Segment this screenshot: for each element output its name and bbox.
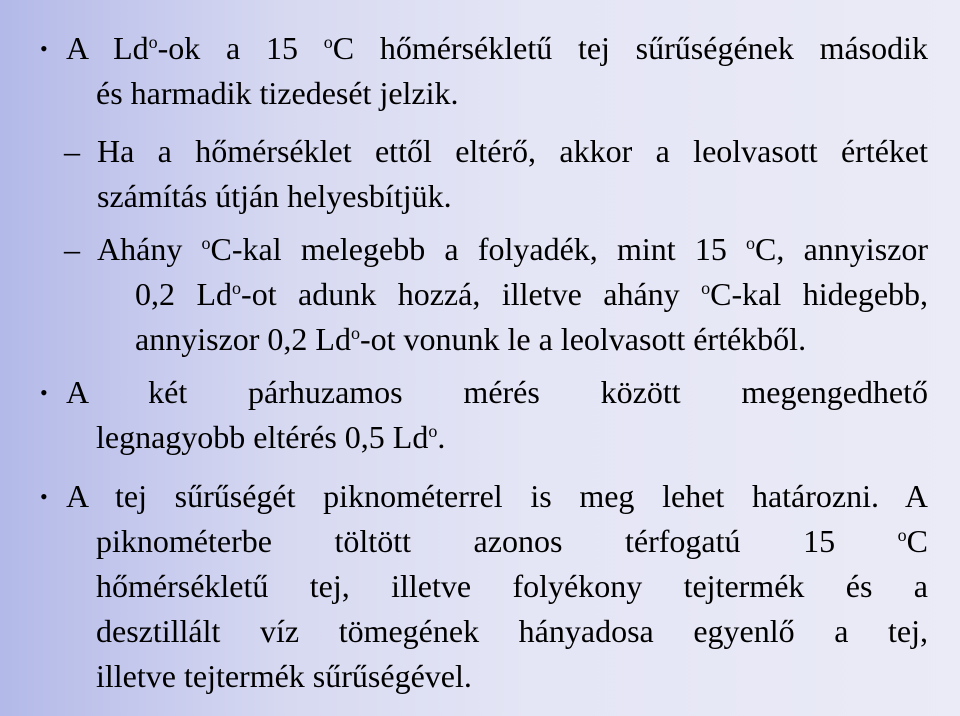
- text-line: és harmadik tizedesét jelzik.: [96, 75, 459, 111]
- text-line: hőmérsékletű tej, illetve folyékony tejtermék és a: [96, 568, 928, 604]
- text-line: A Ld$^o$-ok a 15 $^o$C hőmérsékletű tej sűrűségének második: [66, 30, 929, 66]
- sub-paragraph-2: [97, 227, 928, 362]
- bullet-paragraph-1: [66, 26, 928, 116]
- text-line: Ha a hőmérséklet ettől eltérő, akkor a leolvasott értéket: [97, 133, 928, 169]
- bullet-paragraph-2: [66, 370, 928, 460]
- bullet-icon: •: [40, 36, 48, 61]
- text-line: A két párhuzamos mérés között megengedhető: [66, 374, 928, 410]
- text-line: Ahány $^o$C-kal melegebb a folyadék, mint 15 $^o$C, annyiszor: [97, 231, 928, 267]
- text-line: A tej sűrűségét piknométerrel is meg lehet határozni. A: [66, 478, 928, 514]
- text-line: annyiszor 0,2 Ld$^o$-ot vonunk le a leolvasott értékből.: [135, 321, 807, 357]
- bullet-icon: •: [40, 484, 48, 509]
- bullet-icon: •: [40, 380, 48, 405]
- sub-paragraph-1: [97, 129, 928, 219]
- text-line: desztillált víz tömegének hányadosa egyenlő a tej,: [96, 613, 928, 649]
- text-line: legnagyobb eltérés 0,5 Ld$^o$.: [96, 419, 446, 455]
- bullet-paragraph-3: [66, 474, 928, 699]
- text-line: számítás útján helyesbítjük.: [97, 178, 452, 214]
- text-line: 0,2 Ld$^o$-ot adunk hozzá, illetve ahány $^o$C-kal hidegebb,: [135, 276, 929, 312]
- text-line: piknométerbe töltött azonos térfogatú 15 $^o$C: [96, 523, 928, 559]
- text-line: illetve tejtermék sűrűségével.: [96, 658, 472, 694]
- dash-icon: –: [64, 133, 80, 169]
- dash-icon: –: [64, 231, 80, 267]
